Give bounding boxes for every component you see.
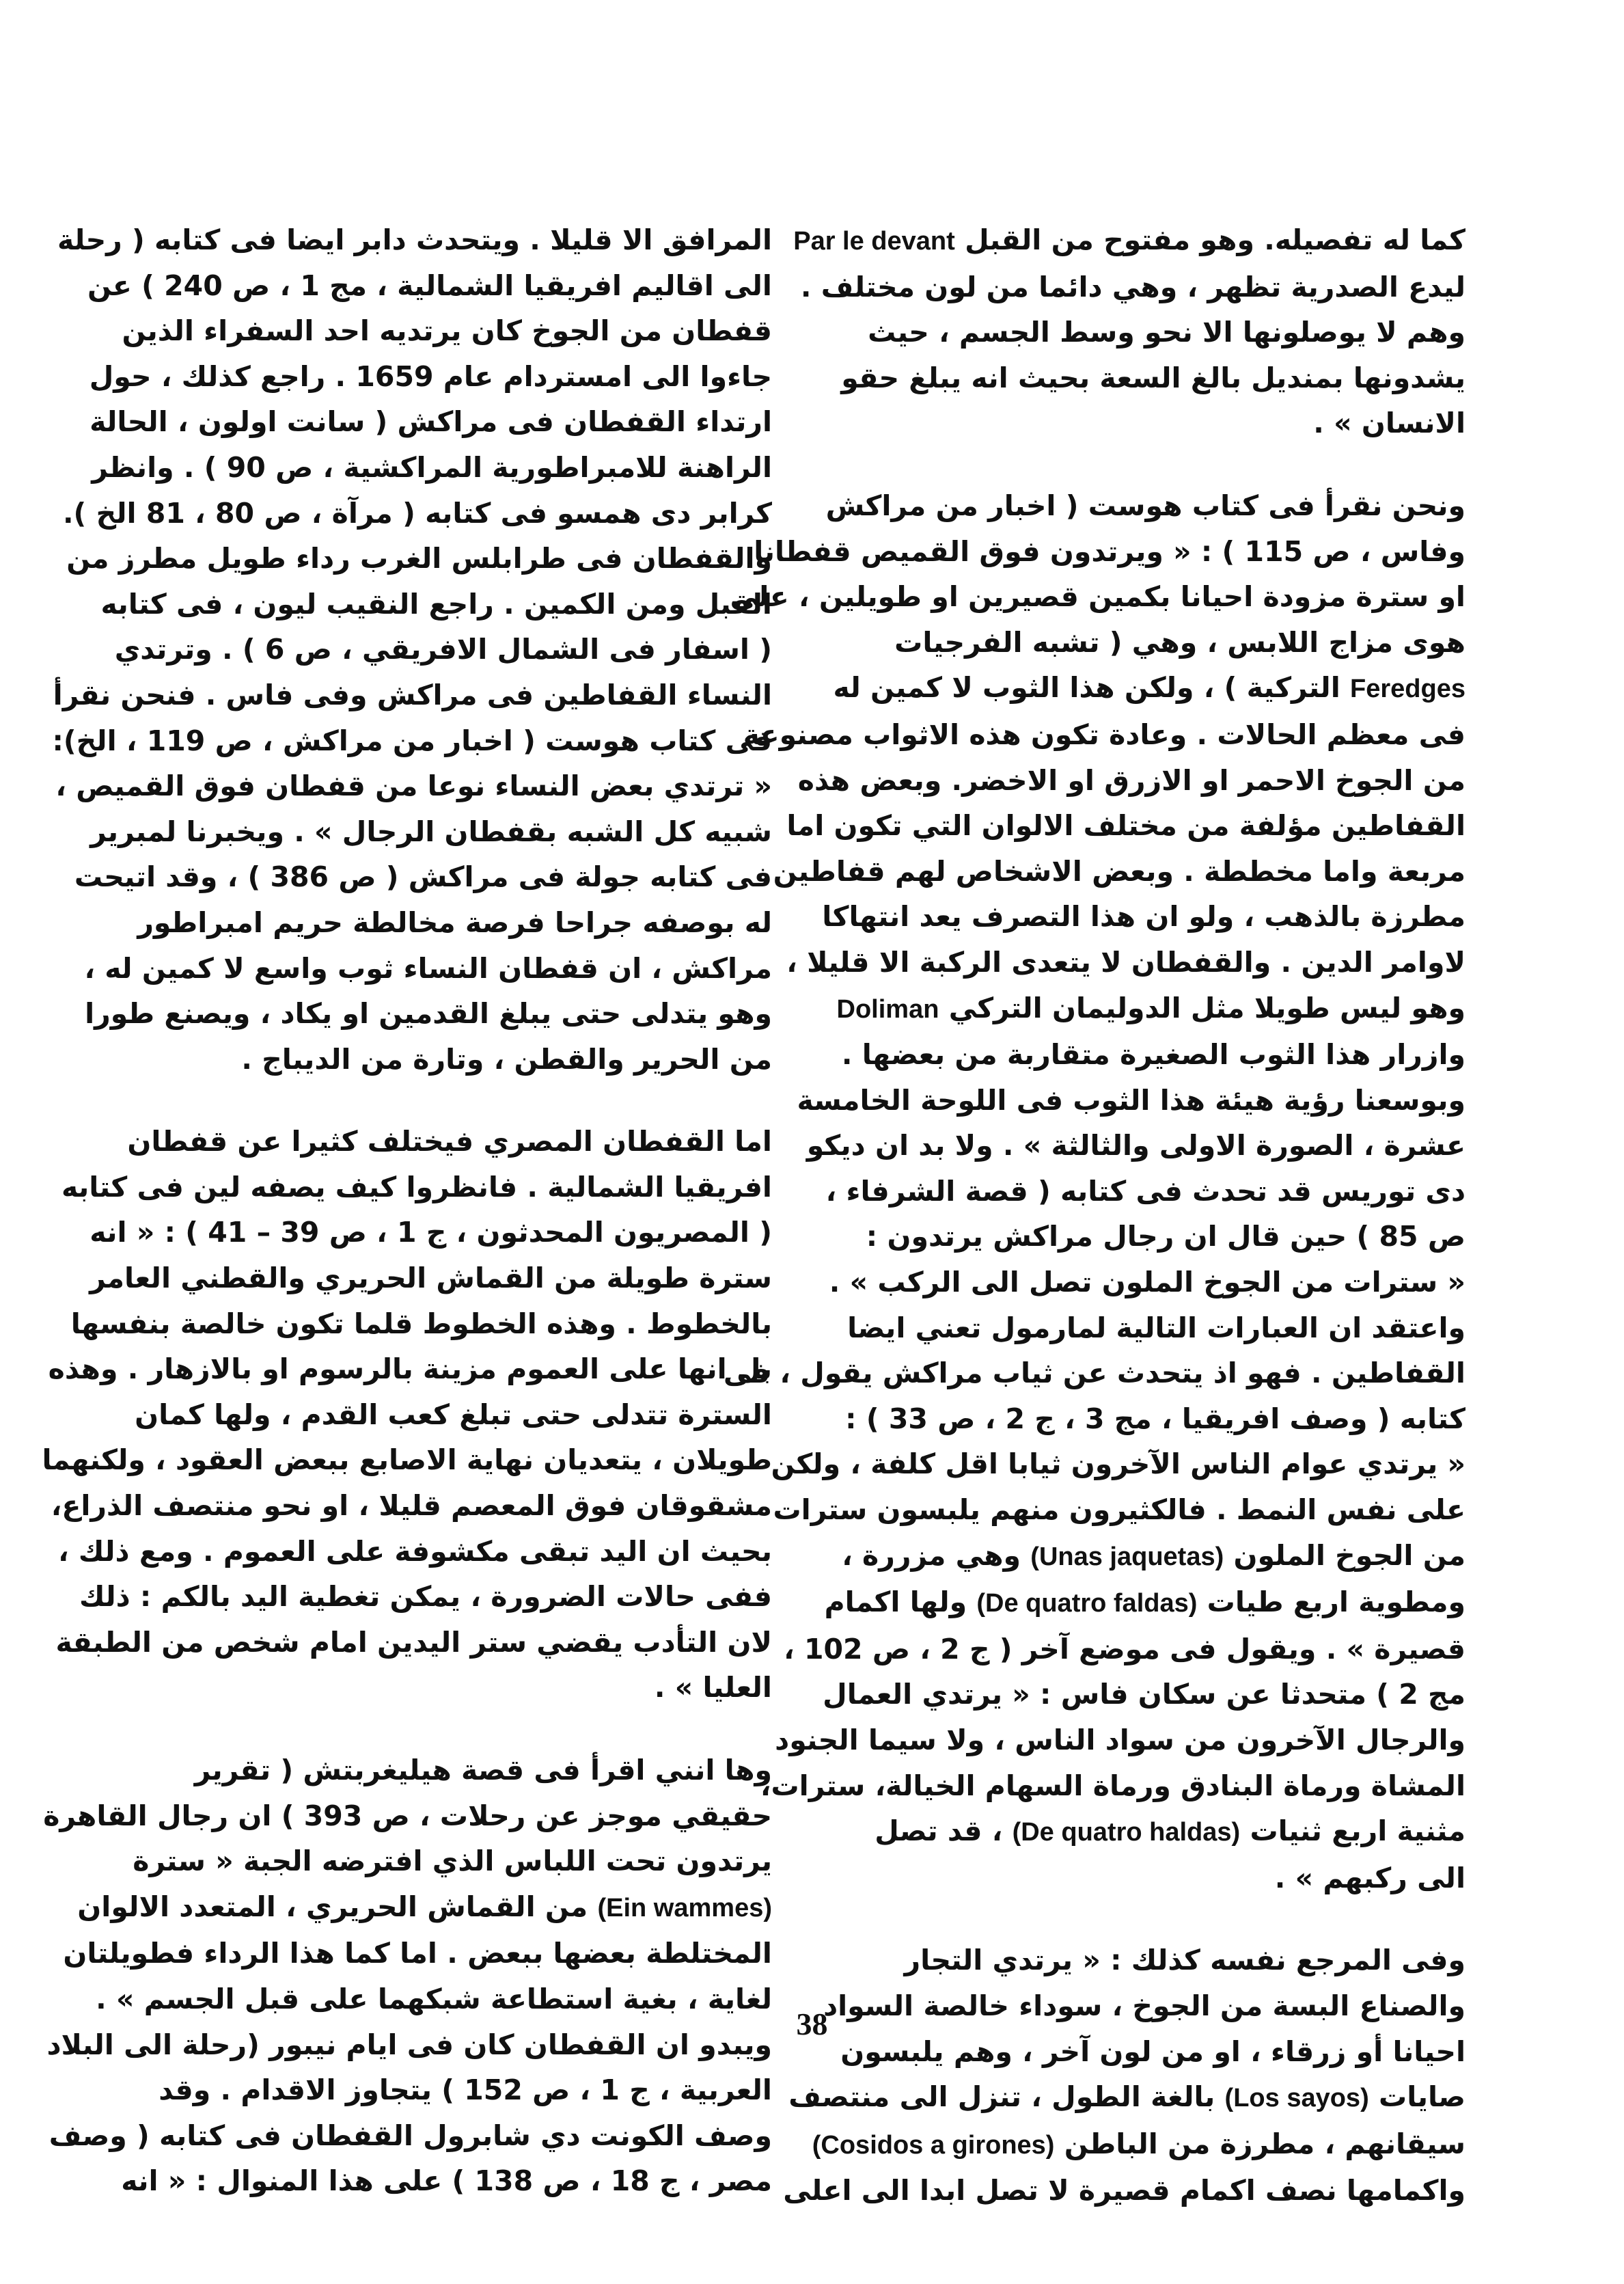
paragraph — [43, 1748, 772, 2204]
text-line: كتابه ( وصف افريقيا ، مج 3 ، ج 2 ، ص 33 ) : — [845, 1402, 1465, 1435]
column-left — [42, 217, 772, 2204]
text-line: ( اسفار فى الشمال الافريقي ، ص 6 ) . وترتدي — [114, 633, 772, 666]
page-number: 38 — [796, 2007, 828, 2041]
text-line: السترة تتدلى حتى تبلغ كعب القدم ، ولها كمان — [135, 1398, 772, 1431]
text-line: مصر ، ج 18 ، ص 138 ) على هذا المنوال : « انه — [121, 2164, 772, 2198]
text-line: لان التأدب يقضي ستر اليدين امام شخص من الطبقة — [55, 1625, 772, 1659]
text-line: الى اقاليم افريقيا الشمالية ، مج 1 ، ص 240 ) عن — [87, 269, 772, 302]
text-line: القبل ومن الكمين . راجع النقيب ليون ، فى كتابه — [100, 587, 772, 621]
paragraph — [52, 217, 772, 1082]
text-line: ويبدو ان القفطان كان فى ايام نيبور (رحلة الى البلاد — [46, 2028, 772, 2061]
text-line: له بوصفه جراحا فرصة مخالطة حريم امبراطور — [137, 906, 772, 939]
text-line: افريقيا الشمالية . فانظروا كيف يصفه لين فى كتابه — [61, 1170, 772, 1204]
text-line: بحيث ان اليد تبقى مكشوفة على العموم . ومع ذلك ، — [58, 1534, 772, 1568]
text-line: الانسان » . — [1313, 407, 1465, 440]
text-line: فى كتاب هوست ( اخبار من مراكش ، ص 119 ، الخ): — [52, 724, 772, 757]
text-line: العربية ، ج 1 ، ص 152 ) يتجاوز الاقدام . وقد — [159, 2074, 772, 2107]
text-line: ومطوية اربع طيات (De quatro faldas) ولها اكمام — [824, 1586, 1465, 1619]
text-line: وهو ليس طويلا مثل الدوليمان التركي Doliman — [836, 991, 1465, 1024]
text-line: مثنية اربع ثنيات (De quatro haldas) ، قد تصل — [875, 1814, 1465, 1848]
text-line: قفطان من الجوخ كان يرتديه احد السفراء الذين — [122, 314, 772, 348]
text-line: « سترات من الجوخ الملون تصل الى الركب » . — [829, 1266, 1465, 1299]
paragraph — [42, 1119, 772, 1711]
text-line: سيقانهم ، مطرزة من الباطن (Cosidos a girones) — [812, 2127, 1465, 2160]
text-line: حقيقي موجز عن رحلات ، ص 393 ) ان رجال القاهرة — [43, 1799, 772, 1832]
text-line: النساء القفاطين فى مراكش وفى فاس . فنحن نقرأ — [53, 678, 772, 711]
text-line: من الجوخ الملون (Unas jaquetas) وهي مزررة ، — [842, 1538, 1465, 1572]
text-line: والرجال الآخرون من سواد الناس ، ولا سيما الجنود — [775, 1724, 1465, 1756]
text-line: كما له تفصيله. وهو مفتوح من القبل Par le devant — [793, 223, 1465, 256]
text-line: وهم لا يوصلونها الا نحو وسط الجسم ، حيث — [868, 316, 1465, 349]
text-line: دى توريس قد تحدث فى كتابه ( قصة الشرفاء ، — [825, 1174, 1465, 1208]
text-line: ففى حالات الضرورة ، يمكن تغطية اليد بالكم : ذلك — [79, 1580, 772, 1614]
text-line: وبوسعنا رؤية هيئة هذا الثوب فى اللوحة الخامسة — [797, 1083, 1465, 1117]
text-line: مج 2 ) متحدثا عن سكان فاس : « يرتدي العمال — [823, 1678, 1465, 1711]
text-line: مطرزة بالذهب ، ولو ان هذا التصرف يعد انتهاكا — [822, 900, 1465, 934]
text-line: وها انني اقرأ فى قصة هيليغربتش ( تقرير — [194, 1754, 772, 1786]
text-line: مشقوقان فوق المعصم قليلا ، او نحو منتصف الذراع، — [51, 1489, 772, 1523]
text-line: ليدع الصدرية تظهر ، وهي دائما من لون مختلف . — [800, 270, 1465, 303]
text-line: وصف الكونت دي شابرول القفطان فى كتابه ( وصف — [49, 2119, 772, 2152]
text-line: ونحن نقرأ فى كتاب هوست ( اخبار من مراكش — [825, 489, 1465, 522]
text-line: والقفطان فى طرابلس الغرب رداء طويل مطرز من — [66, 542, 772, 575]
text-line: العليا » . — [654, 1671, 772, 1704]
text-line: الى ركبهم » . — [1274, 1861, 1465, 1894]
text-line: بل انها على العموم مزينة بالرسوم او بالازهار . وهذه — [48, 1352, 772, 1386]
text-line: ص 85 ) حين قال ان رجال مراكش يرتدون : — [866, 1220, 1465, 1253]
text-line: عشرة ، الصورة الاولى والثالثة » . ولا بد ان ديكو — [806, 1129, 1465, 1163]
text-line: من الجوخ الاحمر او الازرق او الاخضر. وبعض هذه — [797, 763, 1465, 797]
text-line: سترة طويلة من القماش الحريري والقطني العامر — [90, 1262, 772, 1295]
text-line: شبيه كل الشبه بقفطان الرجال » . ويخبرنا لمبرير — [90, 815, 772, 848]
text-line: صايات (Los sayos) بالغة الطول ، تنزل الى منتصف — [788, 2080, 1465, 2114]
text-line: المختلطة بعضها ببعض . اما كما هذا الرداء فطويلتان — [63, 1937, 772, 1970]
text-line: او سترة مزودة احيانا بكمين قصيرين او طويلين ، على — [730, 580, 1465, 614]
text-line: « ترتدي بعض النساء نوعا من قفطان فوق القميص ، — [55, 770, 772, 803]
text-line: فى كتابه جولة فى مراكش ( ص 386 ) ، وقد اتيحت — [74, 860, 772, 894]
text-line: القفاطين مؤلفة من مختلف الالوان التي تكون اما — [786, 809, 1465, 843]
text-line: احيانا أو زرقاء ، او من لون آخر ، وهم يلبسون — [840, 2035, 1465, 2068]
text-line: اما القفطان المصري فيختلف كثيرا عن قفطان — [127, 1125, 772, 1158]
paragraph — [793, 217, 1465, 446]
text-line: طويلان ، يتعديان نهاية الاصابع ببعض العقود ، ولكنهما — [42, 1443, 772, 1477]
text-line: وفاس ، ص 115 ) : « ويرتدون فوق القميص قفطانا — [754, 534, 1465, 568]
text-line: لاوامر الدين . والقفطان لا يتعدى الركبة الا قليلا ، — [786, 945, 1465, 979]
text-line: يشدونها بمنديل بالغ السعة بحيث انه يبلغ حقو — [841, 361, 1465, 394]
text-line: وازرار هذا الثوب الصغيرة متقاربة من بعضها . — [841, 1038, 1465, 1072]
text-line: من الحرير والقطن ، وتارة من الديباج . — [241, 1042, 772, 1076]
text-line: ارتداء القفطان فى مراكش ( سانت اولون ، الحالة — [90, 405, 772, 439]
text-line: وفى المرجع نفسه كذلك : « يرتدي التجار — [904, 1944, 1465, 1977]
text-line: « يرتدي عوام الناس الآخرون ثيابا اقل كلفة ، ولكن — [771, 1447, 1465, 1481]
text-line: جاءوا الى امستردام عام 1659 . راجع كذلك ، حول — [89, 359, 772, 393]
text-line: Feredges التركية ) ، ولكن هذا الثوب لا كمين له — [833, 671, 1465, 705]
text-line: المشاة ورماة البنادق ورماة السهام الخيالة، سترات، — [760, 1769, 1465, 1802]
text-line: القفاطين . فهو اذ يتحدث عن ثياب مراكش يقول ، فى — [723, 1357, 1465, 1390]
text-line: (Ein wammes) من القماش الحريري ، المتعدد الالوان — [77, 1890, 772, 1923]
text-line: هوى مزاج اللابس ، وهي ( تشبه الفرجيات — [894, 625, 1465, 659]
text-line: مراكش ، ان قفطان النساء ثوب واسع لا كمين له ، — [84, 951, 772, 985]
text-line: مربعة واما مخططة . وبعض الاشخاص لهم قفاطين — [773, 854, 1465, 888]
text-line: على نفس النمط . فالكثيرون منهم يلبسون سترات — [773, 1493, 1465, 1527]
text-line: الراهنة للامبراطورية المراكشية ، ص 90 ) . وانظر — [92, 450, 772, 484]
text-line: واكمامها نصف اكمام قصيرة لا تصل ابدا الى اعلى — [783, 2174, 1465, 2207]
text-line: ( المصريون المحدثون ، ج 1 ، ص 39 – 41 ) : « انه — [90, 1216, 772, 1249]
text-line: قصيرة » . ويقول فى موضع آخر ( ج 2 ، ص 102 ، — [784, 1632, 1465, 1666]
text-line: لغاية ، بغية استطاعة شبكهما على قبل الجسم » . — [96, 1982, 772, 2015]
text-line: فى معظم الحالات . وعادة تكون هذه الاثواب مصنوعة — [743, 718, 1465, 751]
paragraph — [723, 483, 1465, 1901]
text-line: يرتدون تحت اللباس الذي افترضه الجبة « سترة — [133, 1845, 772, 1878]
text-line: وهو يتدلى حتى يبلغ القدمين او يكاد ، ويصنع طورا — [85, 997, 772, 1031]
text-line: والصناع البسة من الجوخ ، سوداء خالصة السواد — [823, 1989, 1465, 2022]
text-line: كرابر دى همسو فى كتابه ( مرآة ، ص 80 ، 81 الخ ). — [62, 496, 772, 530]
text-line: واعتقد ان العبارات التالية لمارمول تعني ايضا — [847, 1311, 1465, 1344]
text-line: المرافق الا قليلا . ويتحدث دابر ايضا فى كتابه ( رحلة — [57, 223, 772, 256]
text-line: بالخطوط . وهذه الخطوط قلما تكون خالصة بنفسها — [70, 1307, 772, 1340]
